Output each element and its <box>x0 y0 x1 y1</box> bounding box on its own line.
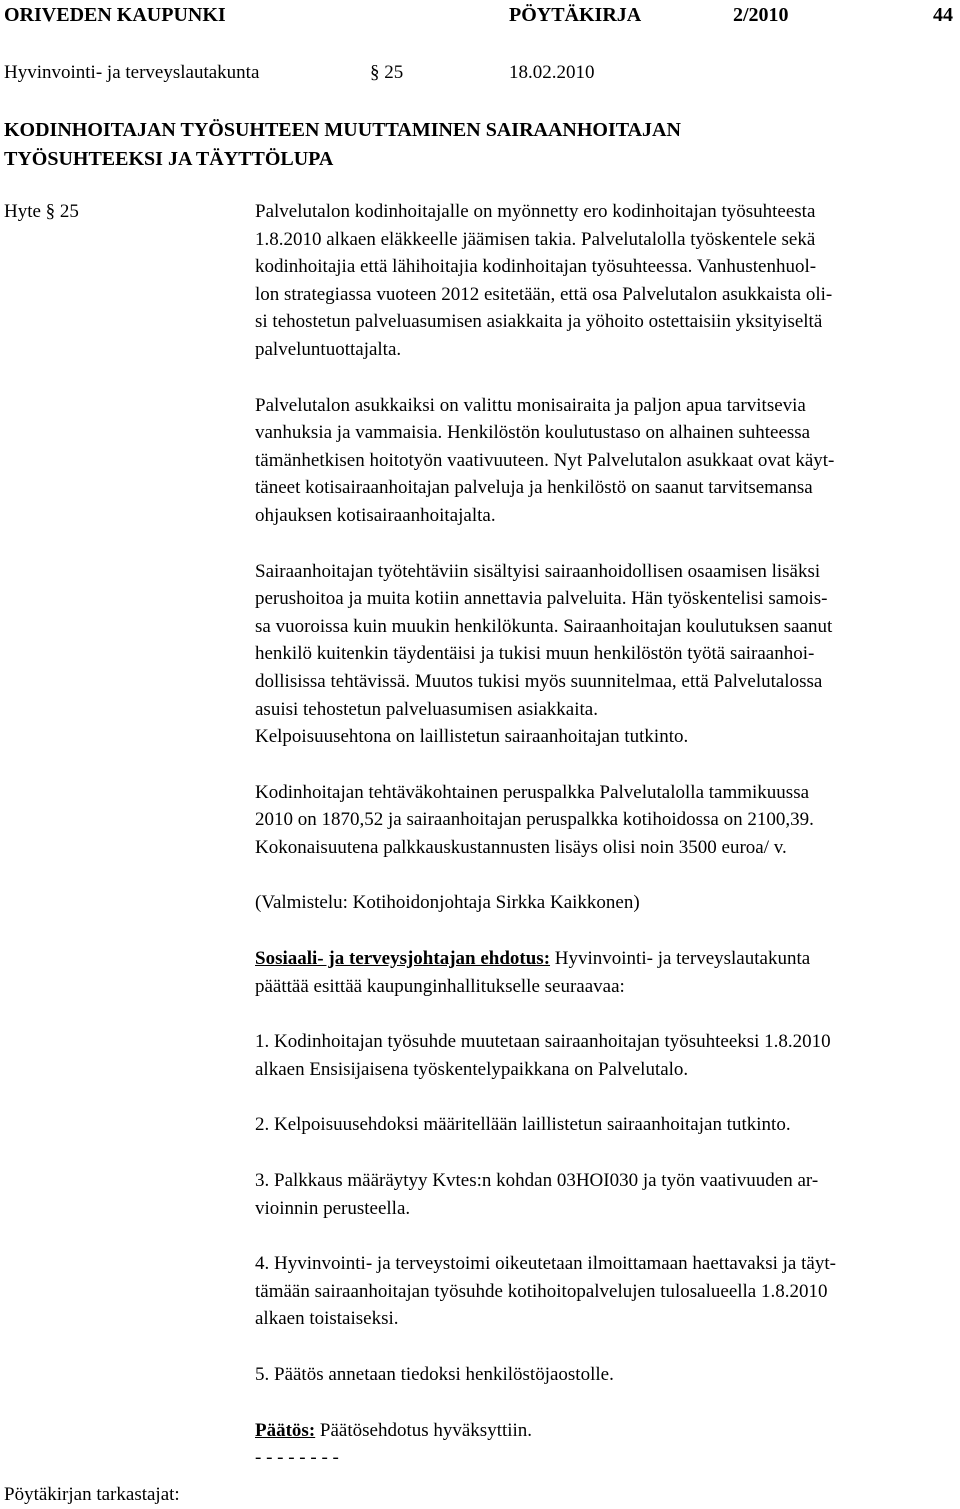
board-name: Hyvinvointi- ja terveyslautakunta <box>4 62 260 83</box>
text-line: ohjauksen kotisairaanhoitajalta. <box>255 504 496 526</box>
list-item-line: alkaen toistaiseksi. <box>255 1308 399 1330</box>
paragraph-residents <box>255 392 957 530</box>
meeting-date: 18.02.2010 <box>509 62 595 83</box>
proposal <box>255 945 957 1000</box>
paragraph-salary <box>255 779 957 862</box>
title-line-1: KODINHOITAJAN TYÖSUHTEEN MUUTTAMINEN SAIRAANHOITAJAN <box>4 119 681 141</box>
text-line: Kelpoisuusehtona on laillistetun sairaanhoitajan tutkinto. <box>255 726 689 748</box>
document-body <box>255 198 957 1472</box>
list-item <box>255 1028 957 1083</box>
preparer-note <box>255 889 957 917</box>
text-line: sa vuoroissa kuin muukin henkilökunta. Sairaanhoitajan koulutuksen saanut <box>255 615 833 637</box>
city-name: ORIVEDEN KAUPUNKI <box>4 4 226 26</box>
decision-text: Päätösehdotus hyväksyttiin. <box>315 1419 533 1441</box>
text-line: kodinhoitajia että lähihoitajia kodinhoitajan työsuhteessa. Vanhustenhuol- <box>255 256 817 278</box>
list-item-line: vioinnin perusteella. <box>255 1197 411 1219</box>
list-item <box>255 1250 957 1333</box>
text-line: henkilö kuitenkin täydentäisi ja tukisi muun henkilöstön työtä sairaanhoi- <box>255 643 815 665</box>
list-item-line: alkaen Ensisijaisena työskentelypaikkana on Palvelutalo. <box>255 1058 689 1080</box>
decision <box>255 1417 957 1472</box>
list-item-line: 2. Kelpoisuusehdoksi määritellään laillistetun sairaanhoitajan tutkinto. <box>255 1114 791 1136</box>
proposal-label: Sosiaali- ja terveysjohtajan ehdotus: <box>255 948 551 970</box>
proposal-text: päättää esittää kaupunginhallitukselle seuraavaa: <box>255 975 625 997</box>
paragraph-duties <box>255 558 957 751</box>
text-line: 1.8.2010 alkaen eläkkeelle jäämisen takia. Palvelutalolla työskentele sekä <box>255 228 816 250</box>
text-line: Palvelutalon kodinhoitajalle on myönnetty ero kodinhoitajan työsuhteesta <box>255 201 816 222</box>
text-line: lon strategiassa vuoteen 2012 esitetään, että osa Palvelutalon asukkaista oli- <box>255 283 833 305</box>
list-item-line: 3. Palkkaus määräytyy Kvtes:n kohdan 03HOI030 ja työn vaativuuden ar- <box>255 1170 819 1192</box>
list-item-line: 5. Päätös annetaan tiedoksi henkilöstöjaostolle. <box>255 1364 614 1385</box>
list-item-line: 1. Kodinhoitajan työsuhde muutetaan sairaanhoitajan työsuhteeksi 1.8.2010 <box>255 1031 831 1053</box>
page-title <box>4 116 904 174</box>
paragraph-background <box>255 198 957 364</box>
section-label: Hyte § 25 <box>4 201 79 222</box>
text-line: palveluntuottajalta. <box>255 338 402 360</box>
text-line: vanhuksia ja vammaisia. Henkilöstön koulutustaso on alhainen suhteessa <box>255 422 811 444</box>
proposal-text: Hyvinvointi- ja terveyslautakunta <box>550 948 811 970</box>
text-line: Kokonaisuutena palkkauskustannusten lisäys olisi noin 3500 euroa/ v. <box>255 836 787 858</box>
document-number: 2/2010 <box>733 4 789 26</box>
text-line: 2010 on 1870,52 ja sairaanhoitajan peruspalkka kotihoidossa on 2100,39. <box>255 809 814 831</box>
text-line: Palvelutalon asukkaiksi on valittu monisairaita ja paljon apua tarvitsevia <box>255 394 806 416</box>
list-item-line: 4. Hyvinvointi- ja terveystoimi oikeutetaan ilmoittamaan haettavaksi ja täyt- <box>255 1253 836 1275</box>
text-line: tämänhetkisen hoitotyön vaativuuteen. Nyt Palvelutalon asukkaat ovat käyt- <box>255 449 835 471</box>
section-number: § 25 <box>370 62 404 83</box>
page-number: 44 <box>933 4 953 26</box>
footer-signatories: Pöytäkirjan tarkastajat: <box>4 1484 180 1505</box>
text-line: Kodinhoitajan tehtäväkohtainen peruspalkka Palvelutalolla tammikuussa <box>255 781 810 803</box>
list-item <box>255 1111 957 1139</box>
list-item <box>255 1361 957 1389</box>
decision-dashes: - - - - - - - - <box>255 1447 339 1469</box>
preparer-text: (Valmistelu: Kotihoidonjohtaja Sirkka Kaikkonen) <box>255 892 640 914</box>
text-line: si tehostetun palveluasumisen asiakkaita ja yöhoito ostettaisiin yksityiseltä <box>255 311 823 333</box>
text-line: dollisissa tehtävissä. Muutos tukisi myös suunnitelmaa, että Palvelutalossa <box>255 670 823 692</box>
text-line: perushoitoa ja muita kotiin annettavia palveluita. Hän työskentelisi samois- <box>255 588 828 610</box>
list-item <box>255 1167 957 1222</box>
text-line: täneet kotisairaanhoitajan palveluja ja henkilöstö on saanut tarvitsemansa <box>255 477 813 499</box>
text-line: asuisi tehostetun palveluasumisen asiakkaita. <box>255 698 598 720</box>
list-item-line: tämään sairaanhoitajan työsuhde kotihoitopalvelujen tulosalueella 1.8.2010 <box>255 1280 828 1302</box>
decision-label: Päätös: <box>255 1419 316 1441</box>
title-line-2: TYÖSUHTEEKSI JA TÄYTTÖLUPA <box>4 148 334 170</box>
document-type: PÖYTÄKIRJA <box>509 4 642 26</box>
text-line: Sairaanhoitajan työtehtäviin sisältyisi sairaanhoidollisen osaamisen lisäksi <box>255 560 821 582</box>
